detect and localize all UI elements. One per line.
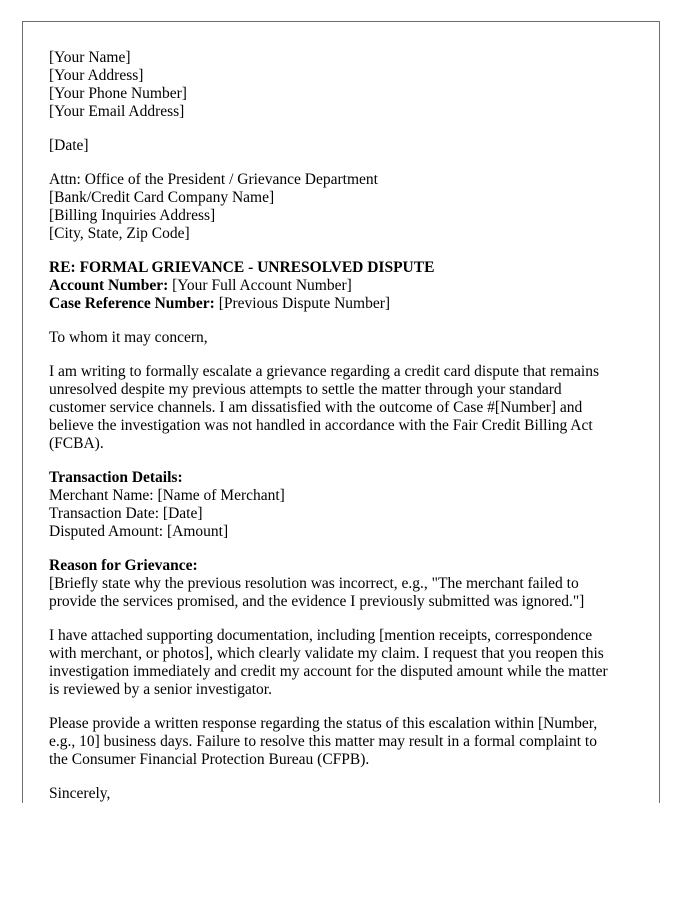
intro-line: (FCBA). bbox=[49, 435, 104, 452]
documentation-line: is reviewed by a senior investigator. bbox=[49, 681, 272, 698]
account-number-line bbox=[49, 277, 639, 295]
account-number-label: Account Number: bbox=[49, 277, 169, 294]
response-line: e.g., 10] business days. Failure to resolve this matter may result in a formal complaint to bbox=[49, 733, 597, 750]
salutation-block bbox=[49, 329, 639, 347]
sender-phone: [Your Phone Number] bbox=[49, 85, 187, 102]
letter-content bbox=[49, 49, 639, 803]
intro-paragraph bbox=[49, 363, 639, 453]
re-subject: RE: FORMAL GRIEVANCE - UNRESOLVED DISPUTE bbox=[49, 259, 435, 276]
response-paragraph bbox=[49, 715, 639, 769]
documentation-line: investigation immediately and credit my account for the disputed amount while the matter bbox=[49, 663, 608, 680]
documentation-line: I have attached supporting documentation, including [mention receipts, correspondence bbox=[49, 627, 593, 644]
intro-line: customer service channels. I am dissatisfied with the outcome of Case #[Number] and bbox=[49, 399, 583, 416]
account-number-value: [Your Full Account Number] bbox=[168, 277, 352, 294]
case-reference-label: Case Reference Number: bbox=[49, 295, 215, 312]
recipient-attn: Attn: Office of the President / Grievance Department bbox=[49, 171, 378, 188]
sender-block bbox=[49, 49, 639, 121]
sender-name: [Your Name] bbox=[49, 49, 131, 66]
case-reference-line bbox=[49, 295, 639, 313]
reason-heading: Reason for Grievance: bbox=[49, 557, 198, 574]
reason-block bbox=[49, 557, 639, 611]
sender-address: [Your Address] bbox=[49, 67, 144, 84]
letter-page bbox=[22, 21, 660, 803]
date-block bbox=[49, 137, 639, 155]
transaction-amount: Disputed Amount: [Amount] bbox=[49, 523, 229, 540]
re-block bbox=[49, 259, 639, 313]
closing: Sincerely, bbox=[49, 785, 111, 802]
recipient-block bbox=[49, 171, 639, 243]
response-line: the Consumer Financial Protection Bureau (CFPB). bbox=[49, 751, 370, 768]
case-reference-value: [Previous Dispute Number] bbox=[214, 295, 391, 312]
sender-email: [Your Email Address] bbox=[49, 103, 185, 120]
recipient-address: [Billing Inquiries Address] bbox=[49, 207, 216, 224]
closing-block bbox=[49, 785, 639, 803]
intro-line: believe the investigation was not handled in accordance with the Fair Credit Billing Act bbox=[49, 417, 593, 434]
documentation-paragraph bbox=[49, 627, 639, 699]
intro-line: I am writing to formally escalate a grievance regarding a credit card dispute that remains bbox=[49, 363, 600, 380]
intro-line: unresolved despite my previous attempts to settle the matter through your standard bbox=[49, 381, 562, 398]
documentation-line: with merchant, or photos], which clearly validate my claim. I request that you reopen this bbox=[49, 645, 604, 662]
transaction-merchant: Merchant Name: [Name of Merchant] bbox=[49, 487, 285, 504]
transaction-details-block bbox=[49, 469, 639, 541]
recipient-company: [Bank/Credit Card Company Name] bbox=[49, 189, 275, 206]
transaction-details-heading: Transaction Details: bbox=[49, 469, 183, 486]
salutation: To whom it may concern, bbox=[49, 329, 208, 346]
letter-date: [Date] bbox=[49, 137, 89, 154]
reason-line: provide the services promised, and the evidence I previously submitted was ignored."] bbox=[49, 593, 585, 610]
reason-line: [Briefly state why the previous resolution was incorrect, e.g., "The merchant failed to bbox=[49, 575, 579, 592]
response-line: Please provide a written response regarding the status of this escalation within [Number, bbox=[49, 715, 598, 732]
transaction-date: Transaction Date: [Date] bbox=[49, 505, 203, 522]
recipient-city: [City, State, Zip Code] bbox=[49, 225, 190, 242]
